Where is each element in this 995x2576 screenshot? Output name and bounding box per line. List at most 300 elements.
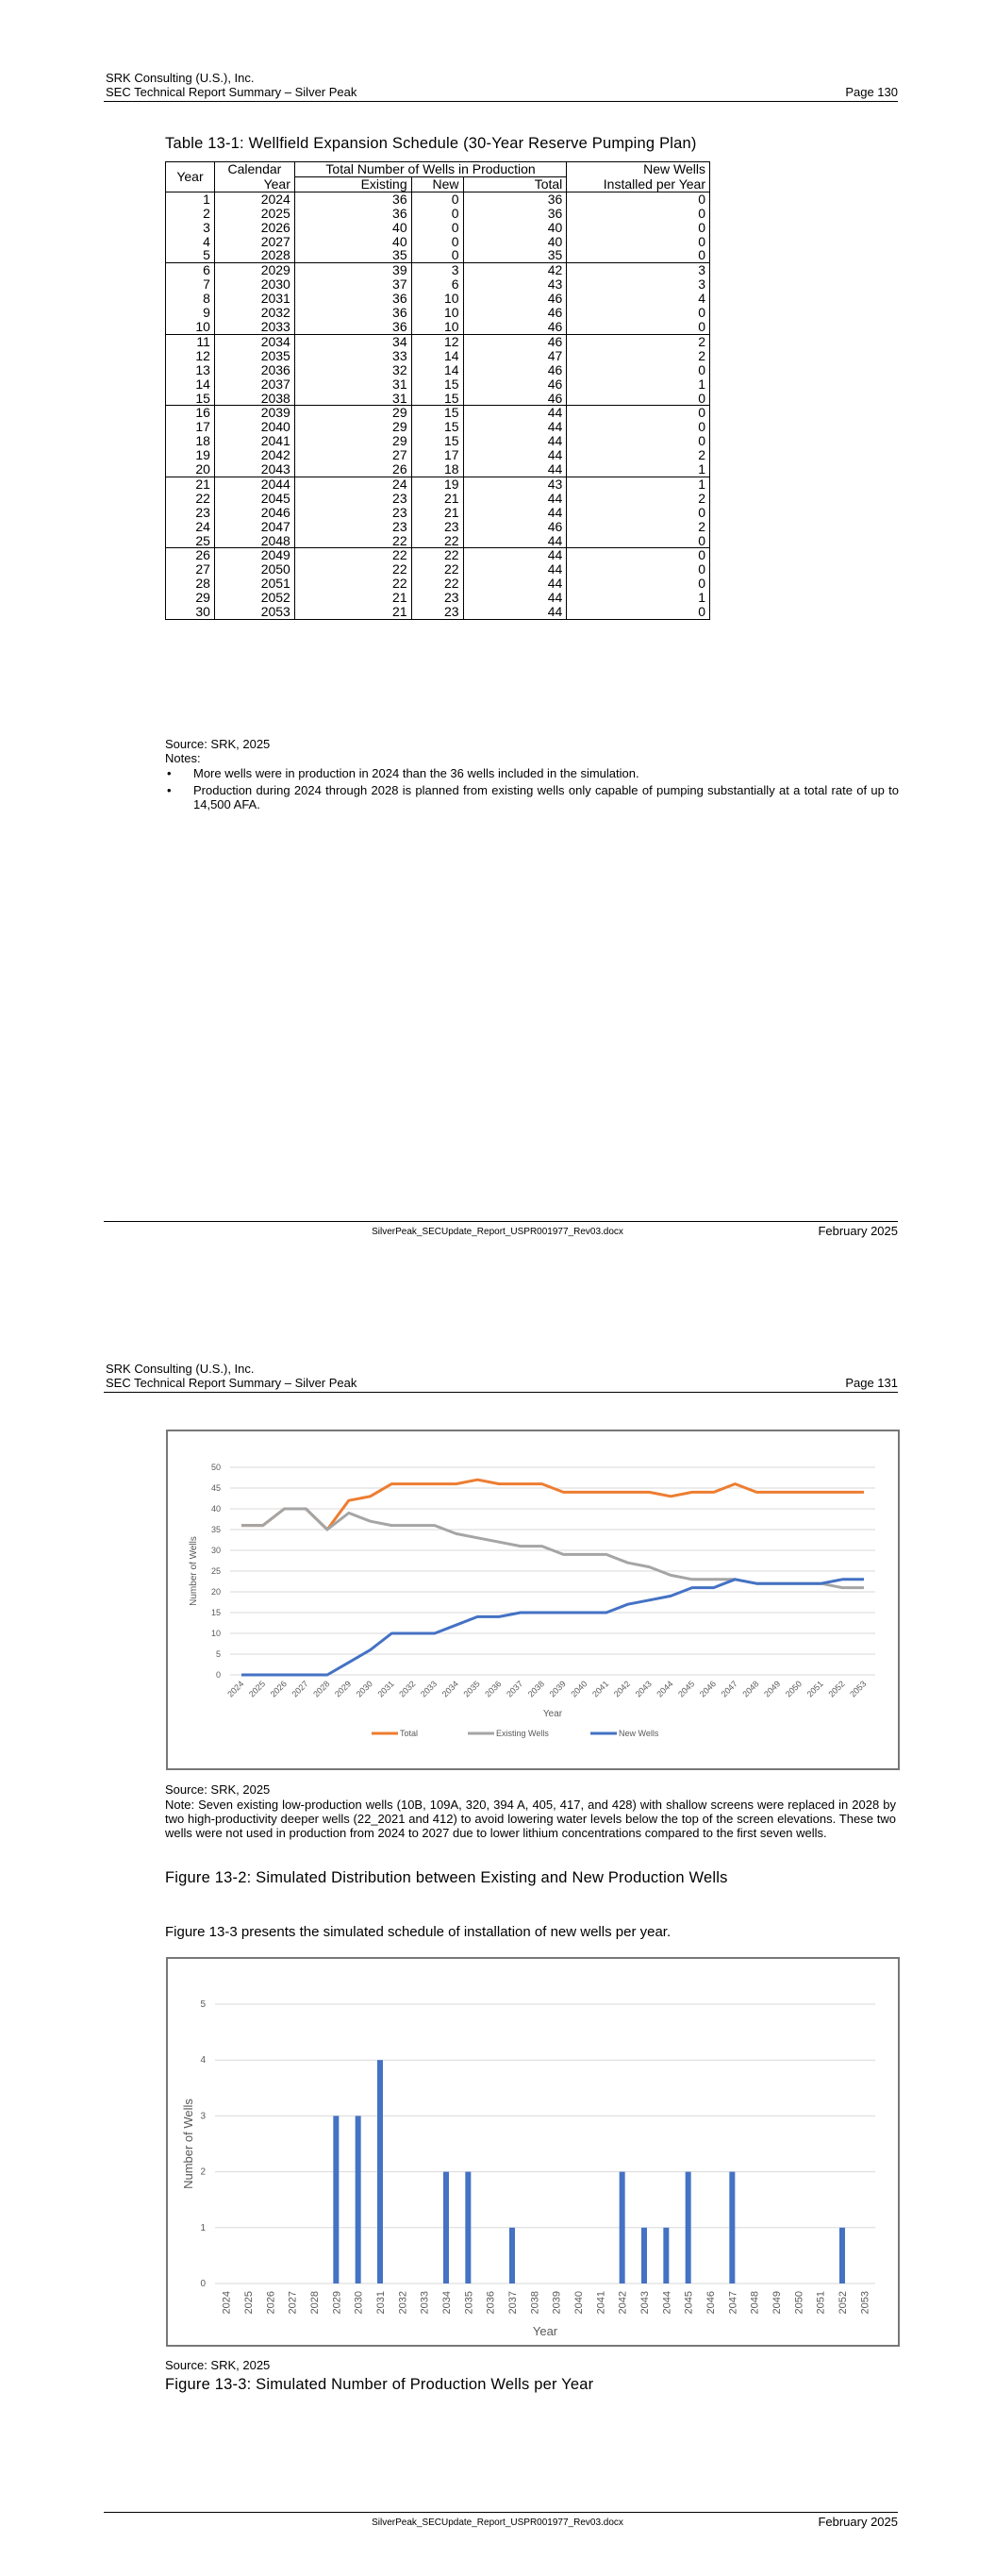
cell-total: 46 [463,306,567,320]
y-tick-label: 40 [210,1504,221,1514]
cell-calendar-year: 2052 [214,591,294,605]
x-tick-label: 2050 [793,2291,805,2315]
figure3-caption: Figure 13-3: Simulated Number of Production Wells per Year [165,2376,594,2393]
cell-total: 46 [463,292,567,306]
cell-total: 42 [463,263,567,277]
bar [641,2228,647,2283]
cell-existing: 22 [294,577,411,591]
y-tick-label: 10 [210,1629,221,1638]
bullet-icon: • [167,783,172,797]
x-tick-label: 2041 [590,1679,611,1699]
x-tick-label: 2037 [507,2291,519,2315]
cell-new: 10 [411,292,463,306]
company-name: SRK Consulting (U.S.), Inc. [106,1362,255,1376]
x-tick-label: 2025 [243,2291,255,2315]
x-tick-label: 2035 [461,1679,482,1699]
cell-new: 0 [411,207,463,221]
cell-year: 15 [166,392,215,406]
header-rule [104,1392,898,1393]
cell-total: 43 [463,477,567,491]
x-tick-label: 2052 [837,2291,849,2315]
cell-calendar-year: 2053 [214,605,294,619]
cell-existing: 36 [294,292,411,306]
x-axis-label: Year [542,1709,563,1719]
cell-total: 44 [463,434,567,448]
bar [839,2228,845,2283]
cell-installed: 3 [567,263,710,277]
y-tick-label: 1 [200,2222,206,2233]
page-number: Page 131 [845,1376,898,1390]
footer-filename: SilverPeak_SECUpdate_Report_USPR001977_Rev03.docx [372,1227,623,1237]
table-row [166,221,710,235]
cell-new: 0 [411,192,463,206]
cell-calendar-year: 2032 [214,306,294,320]
x-tick-label: 2029 [331,2291,343,2315]
cell-installed: 1 [567,591,710,605]
table-row [166,434,710,448]
cell-new: 21 [411,492,463,506]
bar [686,2172,691,2283]
cell-total: 44 [463,548,567,562]
y-tick-label: 4 [200,2055,206,2066]
cell-total: 44 [463,577,567,591]
cell-new: 21 [411,506,463,520]
cell-new: 22 [411,577,463,591]
cell-existing: 23 [294,520,411,534]
cell-year: 9 [166,306,215,320]
table-row [166,605,710,619]
cell-new: 18 [411,462,463,477]
cell-installed: 0 [567,320,710,334]
x-tick-label: 2034 [441,2291,453,2315]
cell-existing: 22 [294,548,411,562]
cell-installed: 0 [567,577,710,591]
cell-existing: 29 [294,420,411,434]
table-body [166,192,710,619]
x-tick-label: 2038 [529,2291,541,2315]
bar [509,2228,515,2283]
x-tick-label: 2045 [676,1679,697,1699]
table-row [166,248,710,262]
cell-installed: 0 [567,207,710,221]
x-tick-label: 2030 [353,2291,365,2315]
cell-calendar-year: 2024 [214,192,294,206]
table-row [166,349,710,363]
cell-total: 44 [463,420,567,434]
x-tick-label: 2045 [683,2291,695,2315]
table-title: Table 13-1: Wellfield Expansion Schedule (30-Year Reserve Pumping Plan) [165,135,697,152]
cell-year: 12 [166,349,215,363]
cell-year: 19 [166,448,215,462]
footer-date: February 2025 [818,1224,898,1238]
cell-existing: 29 [294,434,411,448]
cell-calendar-year: 2038 [214,392,294,406]
cell-year: 29 [166,591,215,605]
footer-rule [104,1221,898,1222]
cell-new: 15 [411,392,463,406]
cell-existing: 39 [294,263,411,277]
cell-total: 44 [463,605,567,619]
cell-calendar-year: 2040 [214,420,294,434]
y-tick-label: 2 [200,2166,206,2178]
table-row [166,534,710,548]
cell-total: 44 [463,448,567,462]
bar [356,2116,361,2283]
bar [333,2116,339,2283]
cell-installed: 0 [567,605,710,619]
cell-calendar-year: 2049 [214,548,294,562]
table-row [166,506,710,520]
cell-total: 36 [463,192,567,206]
cell-existing: 40 [294,235,411,249]
cell-calendar-year: 2041 [214,434,294,448]
bar [465,2172,471,2283]
cell-installed: 2 [567,448,710,462]
x-tick-label: 2047 [719,1679,739,1699]
cell-year: 21 [166,477,215,491]
legend-label: Existing Wells [496,1729,549,1738]
cell-existing: 22 [294,534,411,548]
x-tick-label: 2049 [762,1679,783,1699]
cell-total: 44 [463,406,567,420]
cell-existing: 36 [294,192,411,206]
footer-filename: SilverPeak_SECUpdate_Report_USPR001977_Rev03.docx [372,2517,623,2528]
cell-installed: 0 [567,534,710,548]
notes-list [165,766,899,811]
cell-year: 7 [166,277,215,292]
table-row [166,548,710,562]
cell-total: 35 [463,248,567,262]
cell-installed: 0 [567,434,710,448]
note-item [165,783,899,811]
cell-year: 30 [166,605,215,619]
cell-installed: 1 [567,477,710,491]
cell-calendar-year: 2027 [214,235,294,249]
cell-calendar-year: 2028 [214,248,294,262]
cell-calendar-year: 2050 [214,562,294,577]
cell-new: 3 [411,263,463,277]
cell-installed: 2 [567,492,710,506]
table-row [166,492,710,506]
y-tick-label: 0 [215,1670,221,1680]
x-tick-label: 2032 [397,2291,409,2315]
x-tick-label: 2043 [639,2291,651,2315]
cell-new: 14 [411,363,463,377]
x-tick-label: 2053 [848,1679,869,1699]
cell-new: 0 [411,221,463,235]
cell-new: 10 [411,320,463,334]
note-item [165,766,899,780]
bar [443,2172,449,2283]
x-tick-label: 2033 [419,1679,439,1699]
cell-new: 22 [411,534,463,548]
cell-year: 3 [166,221,215,235]
header-new: New [411,176,463,192]
figure2-source: Source: SRK, 2025 [165,1782,271,1797]
cell-total: 43 [463,277,567,292]
page-number: Page 130 [845,85,898,99]
x-tick-label: 2050 [783,1679,804,1699]
cell-new: 22 [411,562,463,577]
x-tick-label: 2048 [749,2291,761,2315]
table-row [166,235,710,249]
cell-new: 23 [411,591,463,605]
header-installed-per-year: Installed per Year [567,176,710,192]
table-row [166,392,710,406]
header-existing: Existing [294,176,411,192]
cell-installed: 0 [567,562,710,577]
table-source: Source: SRK, 2025 [165,737,271,751]
x-tick-label: 2039 [551,2291,563,2315]
cell-year: 8 [166,292,215,306]
cell-existing: 34 [294,334,411,348]
cell-year: 23 [166,506,215,520]
x-tick-label: 2037 [505,1679,525,1699]
x-tick-label: 2026 [265,2291,277,2315]
cell-year: 13 [166,363,215,377]
cell-total: 44 [463,562,567,577]
cell-year: 17 [166,420,215,434]
cell-year: 24 [166,520,215,534]
cell-total: 44 [463,462,567,477]
header-calendar: Calendar [214,162,294,177]
x-tick-label: 2030 [354,1679,374,1699]
notes-label: Notes: [165,751,201,765]
cell-total: 46 [463,392,567,406]
cell-existing: 29 [294,406,411,420]
cell-calendar-year: 2051 [214,577,294,591]
cell-installed: 0 [567,248,710,262]
cell-calendar-year: 2033 [214,320,294,334]
table-row [166,462,710,477]
cell-calendar-year: 2034 [214,334,294,348]
cell-new: 0 [411,235,463,249]
note-text: More wells were in production in 2024 than the 36 wells included in the simulation. [193,766,639,780]
cell-year: 14 [166,377,215,392]
table-row [166,562,710,577]
cell-calendar-year: 2043 [214,462,294,477]
header-new-wells: New Wells [567,162,710,177]
table-row [166,292,710,306]
x-tick-label: 2042 [617,2291,629,2315]
cell-year: 26 [166,548,215,562]
bar [620,2172,625,2283]
header-rule [104,101,898,102]
cell-year: 25 [166,534,215,548]
y-tick-label: 3 [200,2111,206,2122]
x-tick-label: 2025 [246,1679,268,1699]
cell-installed: 1 [567,462,710,477]
x-tick-label: 2049 [771,2291,783,2315]
cell-total: 46 [463,520,567,534]
header-calendar-year: Year [214,176,294,192]
cell-new: 10 [411,306,463,320]
table-row [166,420,710,434]
cell-year: 5 [166,248,215,262]
cell-new: 0 [411,248,463,262]
cell-new: 15 [411,420,463,434]
table-row [166,520,710,534]
x-tick-label: 2038 [525,1679,547,1699]
x-tick-label: 2046 [697,1679,719,1699]
cell-year: 16 [166,406,215,420]
note-text: Production during 2024 through 2028 is planned from existing wells only capable of pumping substantially at a total rate of up to 14,500 AFA. [193,783,899,811]
cell-new: 22 [411,548,463,562]
cell-installed: 0 [567,363,710,377]
cell-year: 4 [166,235,215,249]
cell-existing: 24 [294,477,411,491]
x-tick-label: 2027 [290,1679,310,1699]
cell-year: 1 [166,192,215,206]
cell-existing: 23 [294,506,411,520]
cell-existing: 22 [294,562,411,577]
table-row [166,277,710,292]
cell-total: 44 [463,534,567,548]
figure2-caption: Figure 13-2: Simulated Distribution between Existing and New Production Wells [165,1869,728,1886]
x-tick-label: 2028 [309,2291,321,2315]
cell-existing: 33 [294,349,411,363]
cell-installed: 0 [567,548,710,562]
cell-total: 40 [463,221,567,235]
new-wells-bar-chart [168,1959,898,2345]
cell-total: 40 [463,235,567,249]
cell-installed: 0 [567,235,710,249]
cell-new: 23 [411,605,463,619]
cell-total: 46 [463,377,567,392]
cell-year: 27 [166,562,215,577]
cell-total: 44 [463,591,567,605]
footer-rule [104,2512,898,2513]
x-tick-label: 2028 [311,1679,332,1699]
table-row [166,334,710,348]
x-tick-label: 2051 [804,1679,825,1699]
cell-calendar-year: 2029 [214,263,294,277]
cell-total: 46 [463,363,567,377]
x-tick-label: 2042 [611,1679,633,1699]
table-row [166,306,710,320]
table-row [166,406,710,420]
cell-installed: 0 [567,406,710,420]
x-tick-label: 2035 [463,2291,475,2315]
cell-calendar-year: 2047 [214,520,294,534]
cell-new: 23 [411,520,463,534]
cell-existing: 26 [294,462,411,477]
cell-installed: 4 [567,292,710,306]
y-tick-label: 50 [210,1463,221,1472]
cell-installed: 1 [567,377,710,392]
cell-existing: 27 [294,448,411,462]
legend-label: Total [400,1729,419,1738]
cell-existing: 37 [294,277,411,292]
cell-installed: 2 [567,349,710,363]
cell-calendar-year: 2044 [214,477,294,491]
cell-installed: 2 [567,334,710,348]
bar-chart-frame [166,1957,900,2347]
cell-total: 36 [463,207,567,221]
cell-calendar-year: 2048 [214,534,294,548]
cell-new: 19 [411,477,463,491]
x-tick-label: 2036 [485,2291,497,2315]
cell-existing: 21 [294,591,411,605]
x-tick-label: 2044 [655,1679,675,1699]
x-tick-label: 2024 [221,2291,233,2315]
wells-distribution-line-chart [168,1431,898,1768]
cell-existing: 36 [294,320,411,334]
table-row [166,207,710,221]
cell-installed: 0 [567,306,710,320]
cell-installed: 0 [567,221,710,235]
cell-calendar-year: 2026 [214,221,294,235]
x-tick-label: 2051 [815,2291,827,2315]
cell-total: 47 [463,349,567,363]
bullet-icon: • [167,766,172,780]
cell-existing: 40 [294,221,411,235]
cell-existing: 21 [294,605,411,619]
x-tick-label: 2040 [573,2291,585,2315]
cell-existing: 23 [294,492,411,506]
cell-calendar-year: 2042 [214,448,294,462]
cell-year: 11 [166,334,215,348]
x-tick-label: 2041 [595,2291,607,2315]
cell-calendar-year: 2037 [214,377,294,392]
cell-total: 44 [463,506,567,520]
cell-installed: 0 [567,392,710,406]
cell-new: 14 [411,349,463,363]
cell-year: 18 [166,434,215,448]
table-row [166,377,710,392]
line-chart-frame [166,1430,900,1770]
cell-new: 15 [411,377,463,392]
cell-installed: 0 [567,506,710,520]
bar [663,2228,669,2283]
cell-calendar-year: 2036 [214,363,294,377]
footer-date: February 2025 [818,2515,898,2529]
cell-calendar-year: 2039 [214,406,294,420]
report-title: SEC Technical Report Summary – Silver Peak [106,85,357,99]
report-title: SEC Technical Report Summary – Silver Peak [106,1376,357,1390]
x-tick-label: 2031 [375,2291,387,2315]
y-tick-label: 25 [210,1566,221,1576]
wellfield-schedule-table [165,161,710,620]
y-tick-label: 35 [210,1525,221,1534]
x-tick-label: 2048 [740,1679,761,1699]
x-tick-label: 2039 [547,1679,568,1699]
y-tick-label: 0 [200,2279,206,2289]
table-row [166,577,710,591]
table-row [166,477,710,491]
y-tick-label: 20 [210,1587,221,1597]
x-tick-label: 2024 [225,1679,246,1699]
cell-total: 44 [463,492,567,506]
cell-year: 22 [166,492,215,506]
y-axis-label: Number of Wells [181,2099,195,2189]
header-total: Total [463,176,567,192]
legend-label: New Wells [619,1729,659,1738]
x-tick-label: 2040 [569,1679,589,1699]
x-tick-label: 2027 [287,2291,299,2315]
x-tick-label: 2033 [419,2291,431,2315]
x-tick-label: 2034 [439,1679,461,1699]
cell-new: 17 [411,448,463,462]
cell-calendar-year: 2030 [214,277,294,292]
x-tick-label: 2029 [332,1679,354,1699]
table-row [166,448,710,462]
x-tick-label: 2047 [727,2291,739,2315]
cell-calendar-year: 2046 [214,506,294,520]
x-tick-label: 2053 [859,2291,871,2315]
x-tick-label: 2036 [483,1679,504,1699]
bar [377,2060,383,2283]
